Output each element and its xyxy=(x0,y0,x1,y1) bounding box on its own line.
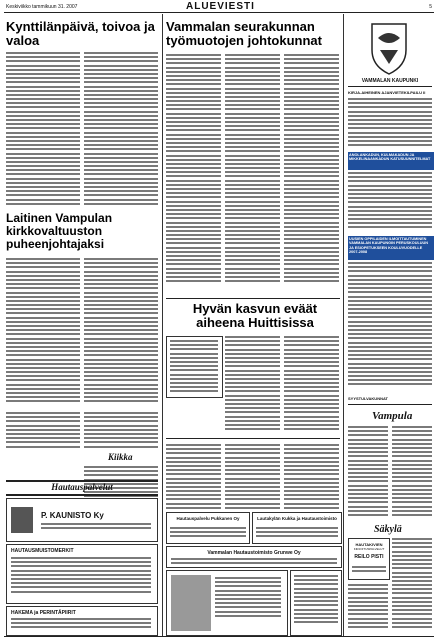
section-body-kirja xyxy=(348,98,432,148)
vampula-col2 xyxy=(392,426,432,518)
ad-hautausmuisto xyxy=(6,544,158,604)
hyvan-intro-box xyxy=(166,336,223,398)
ad-hautakivien-sub: KIRJOITUSPALVELUT xyxy=(353,547,385,551)
ad-kukka xyxy=(290,570,342,636)
ad-grunwe-title: Vammalan Hautaustoimisto Grunwe Oy xyxy=(207,550,301,556)
section-heading-syystulva: SYYSTULVAKUNNAT xyxy=(348,396,388,401)
ad-hautausmuisto-name: HAUTAUSMUISTOMERKIT xyxy=(11,548,74,554)
section-title-sakyla: Säkylä xyxy=(374,524,402,535)
city-name: VAMMALAN KAUPUNKI xyxy=(361,78,419,84)
article-body-vammala-col1 xyxy=(166,54,221,284)
ad-hakema-title: HAKEMA ja PERINTÄPIIRIT xyxy=(11,610,76,616)
article-body-vammala-col3 xyxy=(284,54,339,284)
section-body-anolankadun xyxy=(348,172,432,231)
ad-paunisto xyxy=(6,498,158,542)
ad-pukkanen-title: Hautauspalvelu Pukkanen Oy xyxy=(176,516,240,521)
city-crest xyxy=(360,20,418,76)
listing-col3 xyxy=(284,444,339,511)
syystulva-rule xyxy=(348,404,432,405)
ad-hakema xyxy=(6,606,158,636)
hautauspalvelut-banner xyxy=(6,480,158,496)
article-title-hyvan: Hyvän kasvun eväät aiheena Huittisissa xyxy=(192,301,318,330)
section-title-kiikka: Kiikka xyxy=(108,452,133,462)
article-title-vammala: Vammalan seurakunnan työmuotojen johtokunnat xyxy=(166,19,322,48)
section-heading-uusien: UUSIEN OPPILAIDEN ILMOITTAUTUMINEN VAMMALAN KAUPUNGIN PERUSKOULUUN JA ESIOPETUKSEEN KOULUVUODELLE 2007-2008 xyxy=(348,236,434,260)
article-body-laitinen-col1 xyxy=(6,258,80,405)
photo-image xyxy=(171,575,211,631)
article-body-kynttila-col2 xyxy=(84,52,158,207)
section-title-vampula: Vampula xyxy=(372,410,413,422)
article-body-vammala-col2 xyxy=(225,54,280,284)
page-number: 5 xyxy=(429,4,432,10)
masthead-logo: ALUEVIESTI xyxy=(186,1,255,12)
article-body-hyvan-col2 xyxy=(225,336,280,432)
section-heading-kirja: KIRJA-AIHEINEN AJANVIETEKILPAILU II xyxy=(348,90,426,95)
section-heading-anolankadun: ANOLANKADUN, KULMAKADUN JA MIKKELINAANKADUN KATUSUUNNITELMAT xyxy=(348,152,434,170)
ad-lautakyla-title: Lautakylän Kukka ja Hautaustoimisto xyxy=(257,516,337,521)
ad-lautakyla xyxy=(252,512,342,544)
hautauspalvelut-heading: Hautauspalvelut xyxy=(51,482,113,492)
listing-col2 xyxy=(225,444,280,511)
ad-pukkanen xyxy=(166,512,250,544)
city-rule xyxy=(348,86,432,87)
ad-hautakivien-name: REILO PISTI xyxy=(354,554,384,560)
section-rule-listings xyxy=(166,438,340,439)
ad-paunisto-name: P. KAUNISTO Ky xyxy=(41,511,104,520)
header-date: Keskiviikko tammikuun 31. 2007 xyxy=(6,4,78,10)
article-title-laitinen: Laitinen Vampulan kirkkovaltuuston puheenjohtajaksi xyxy=(6,211,113,251)
header-rule xyxy=(4,12,434,13)
column-divider-right xyxy=(343,14,344,636)
section-rule-hyvan xyxy=(166,298,340,299)
article-body-hyvan-col3 xyxy=(284,336,339,432)
ad-photo-block xyxy=(166,570,288,636)
article-title-kynttila: Kynttilänpäivä, toivoa ja valoa xyxy=(6,19,155,48)
ad-hautakivien xyxy=(348,538,390,580)
column-divider-left xyxy=(162,14,163,636)
vammala-crest-icon xyxy=(360,20,418,76)
listing-col1 xyxy=(166,444,221,511)
vampula-col1 xyxy=(348,426,388,518)
article-body-kynttila-col1 xyxy=(6,52,80,207)
sakyla-col xyxy=(392,538,432,630)
footer-rule xyxy=(4,636,434,637)
section-body-uusien xyxy=(348,262,432,388)
cross-icon xyxy=(11,507,33,533)
article-body-laitinen-col2 xyxy=(84,258,158,405)
ad-grunwe xyxy=(166,546,342,568)
sakyla-col-left xyxy=(348,584,388,630)
ad-hautakivien-title: HAUTAKIVIEN xyxy=(355,542,383,547)
listing-block-left xyxy=(6,412,80,452)
